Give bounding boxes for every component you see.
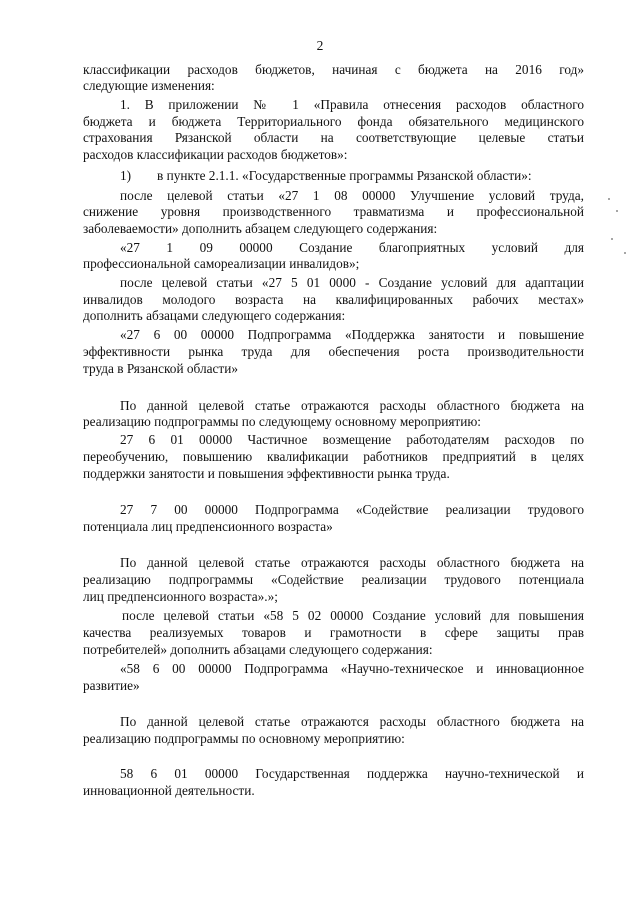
text-line: реализацию подпрограммы по следующему основному мероприятию:: [83, 414, 481, 429]
text-line: эффективности рынка труда для обеспечения роста производительности: [83, 344, 584, 359]
text-line: следующие изменения:: [83, 78, 215, 93]
scan-artifact-dot: [611, 238, 613, 240]
scan-artifact-dot: [624, 252, 626, 254]
text-line: реализацию подпрограммы по основному мероприятию:: [83, 731, 405, 746]
text-line: инвалидов молодого возраста на квалифицированных рабочих местах»: [83, 292, 584, 307]
text-line: «27 6 00 00000 Подпрограмма «Поддержка занятости и повышение: [120, 327, 584, 342]
page-number: 2: [316, 38, 324, 53]
text-line: По данной целевой статье отражаются расходы областного бюджета на: [120, 714, 584, 729]
text-line: после целевой статьи «58 5 02 00000 Создание условий для повышения: [122, 608, 584, 623]
text-line: 27 6 01 00000 Частичное возмещение работодателям расходов по: [120, 432, 584, 447]
text-line: развитие»: [83, 678, 140, 693]
text-line: труда в Рязанской области»: [83, 361, 238, 376]
text-line: снижение уровня производственного травматизма и профессиональной: [83, 204, 584, 219]
text-line: заболеваемости» дополнить абзацем следующего содержания:: [83, 221, 438, 236]
text-line: 1. В приложении № 1 «Правила отнесения расходов областного: [120, 97, 584, 112]
text-line: качества реализуемых товаров и грамотности в сфере защиты прав: [83, 625, 584, 640]
scan-artifact-dot: [616, 210, 618, 212]
text-line: По данной целевой статье отражаются расходы областного бюджета на: [120, 398, 584, 413]
text-line: дополнить абзацами следующего содержания:: [83, 308, 346, 323]
text-line: расходов классификации расходов бюджетов»:: [83, 147, 348, 162]
text-line: потенциала лиц предпенсионного возраста»: [83, 519, 333, 534]
text-line: профессиональной самореализации инвалидов»;: [83, 256, 360, 271]
text-line: в пункте 2.1.1. «Государственные программы Рязанской области»:: [157, 168, 532, 183]
text-line: «58 6 00 00000 Подпрограмма «Научно-техническое и инновационное: [120, 661, 584, 676]
text-line: 27 7 00 00000 Подпрограмма «Содействие реализации трудового: [120, 502, 584, 517]
list-marker: 1): [120, 168, 132, 183]
text-line: 58 6 01 00000 Государственная поддержка научно-технической и: [120, 766, 584, 781]
text-line: лиц предпенсионного возраста».»;: [83, 589, 278, 604]
text-line: после целевой статьи «27 1 08 00000 Улучшение условий труда,: [120, 188, 584, 203]
text-line: реализацию подпрограммы «Содействие реализации трудового потенциала: [83, 572, 584, 587]
text-line: после целевой статьи «27 5 01 0000 - Создание условий для адаптации: [120, 275, 584, 290]
text-line: поддержки занятости и повышения эффективности рынка труда.: [83, 466, 450, 481]
scan-artifact-dot: [608, 198, 610, 200]
text-line: потребителей» дополнить абзацами следующего содержания:: [83, 642, 433, 657]
text-line: инновационной деятельности.: [83, 783, 255, 798]
text-line: По данной целевой статье отражаются расходы областного бюджета на: [120, 555, 584, 570]
text-line: «27 1 09 00000 Создание благоприятных условий для: [120, 240, 584, 255]
text-line: переобучению, повышению квалификации работников предприятий в целях: [83, 449, 584, 464]
text-line: страхования Рязанской области на соответствующие целевые статьи: [83, 130, 584, 145]
text-line: классификации расходов бюджетов, начиная с бюджета на 2016 год»: [83, 62, 584, 77]
text-line: бюджета и бюджета Территориального фонда обязательного медицинского: [83, 114, 584, 129]
